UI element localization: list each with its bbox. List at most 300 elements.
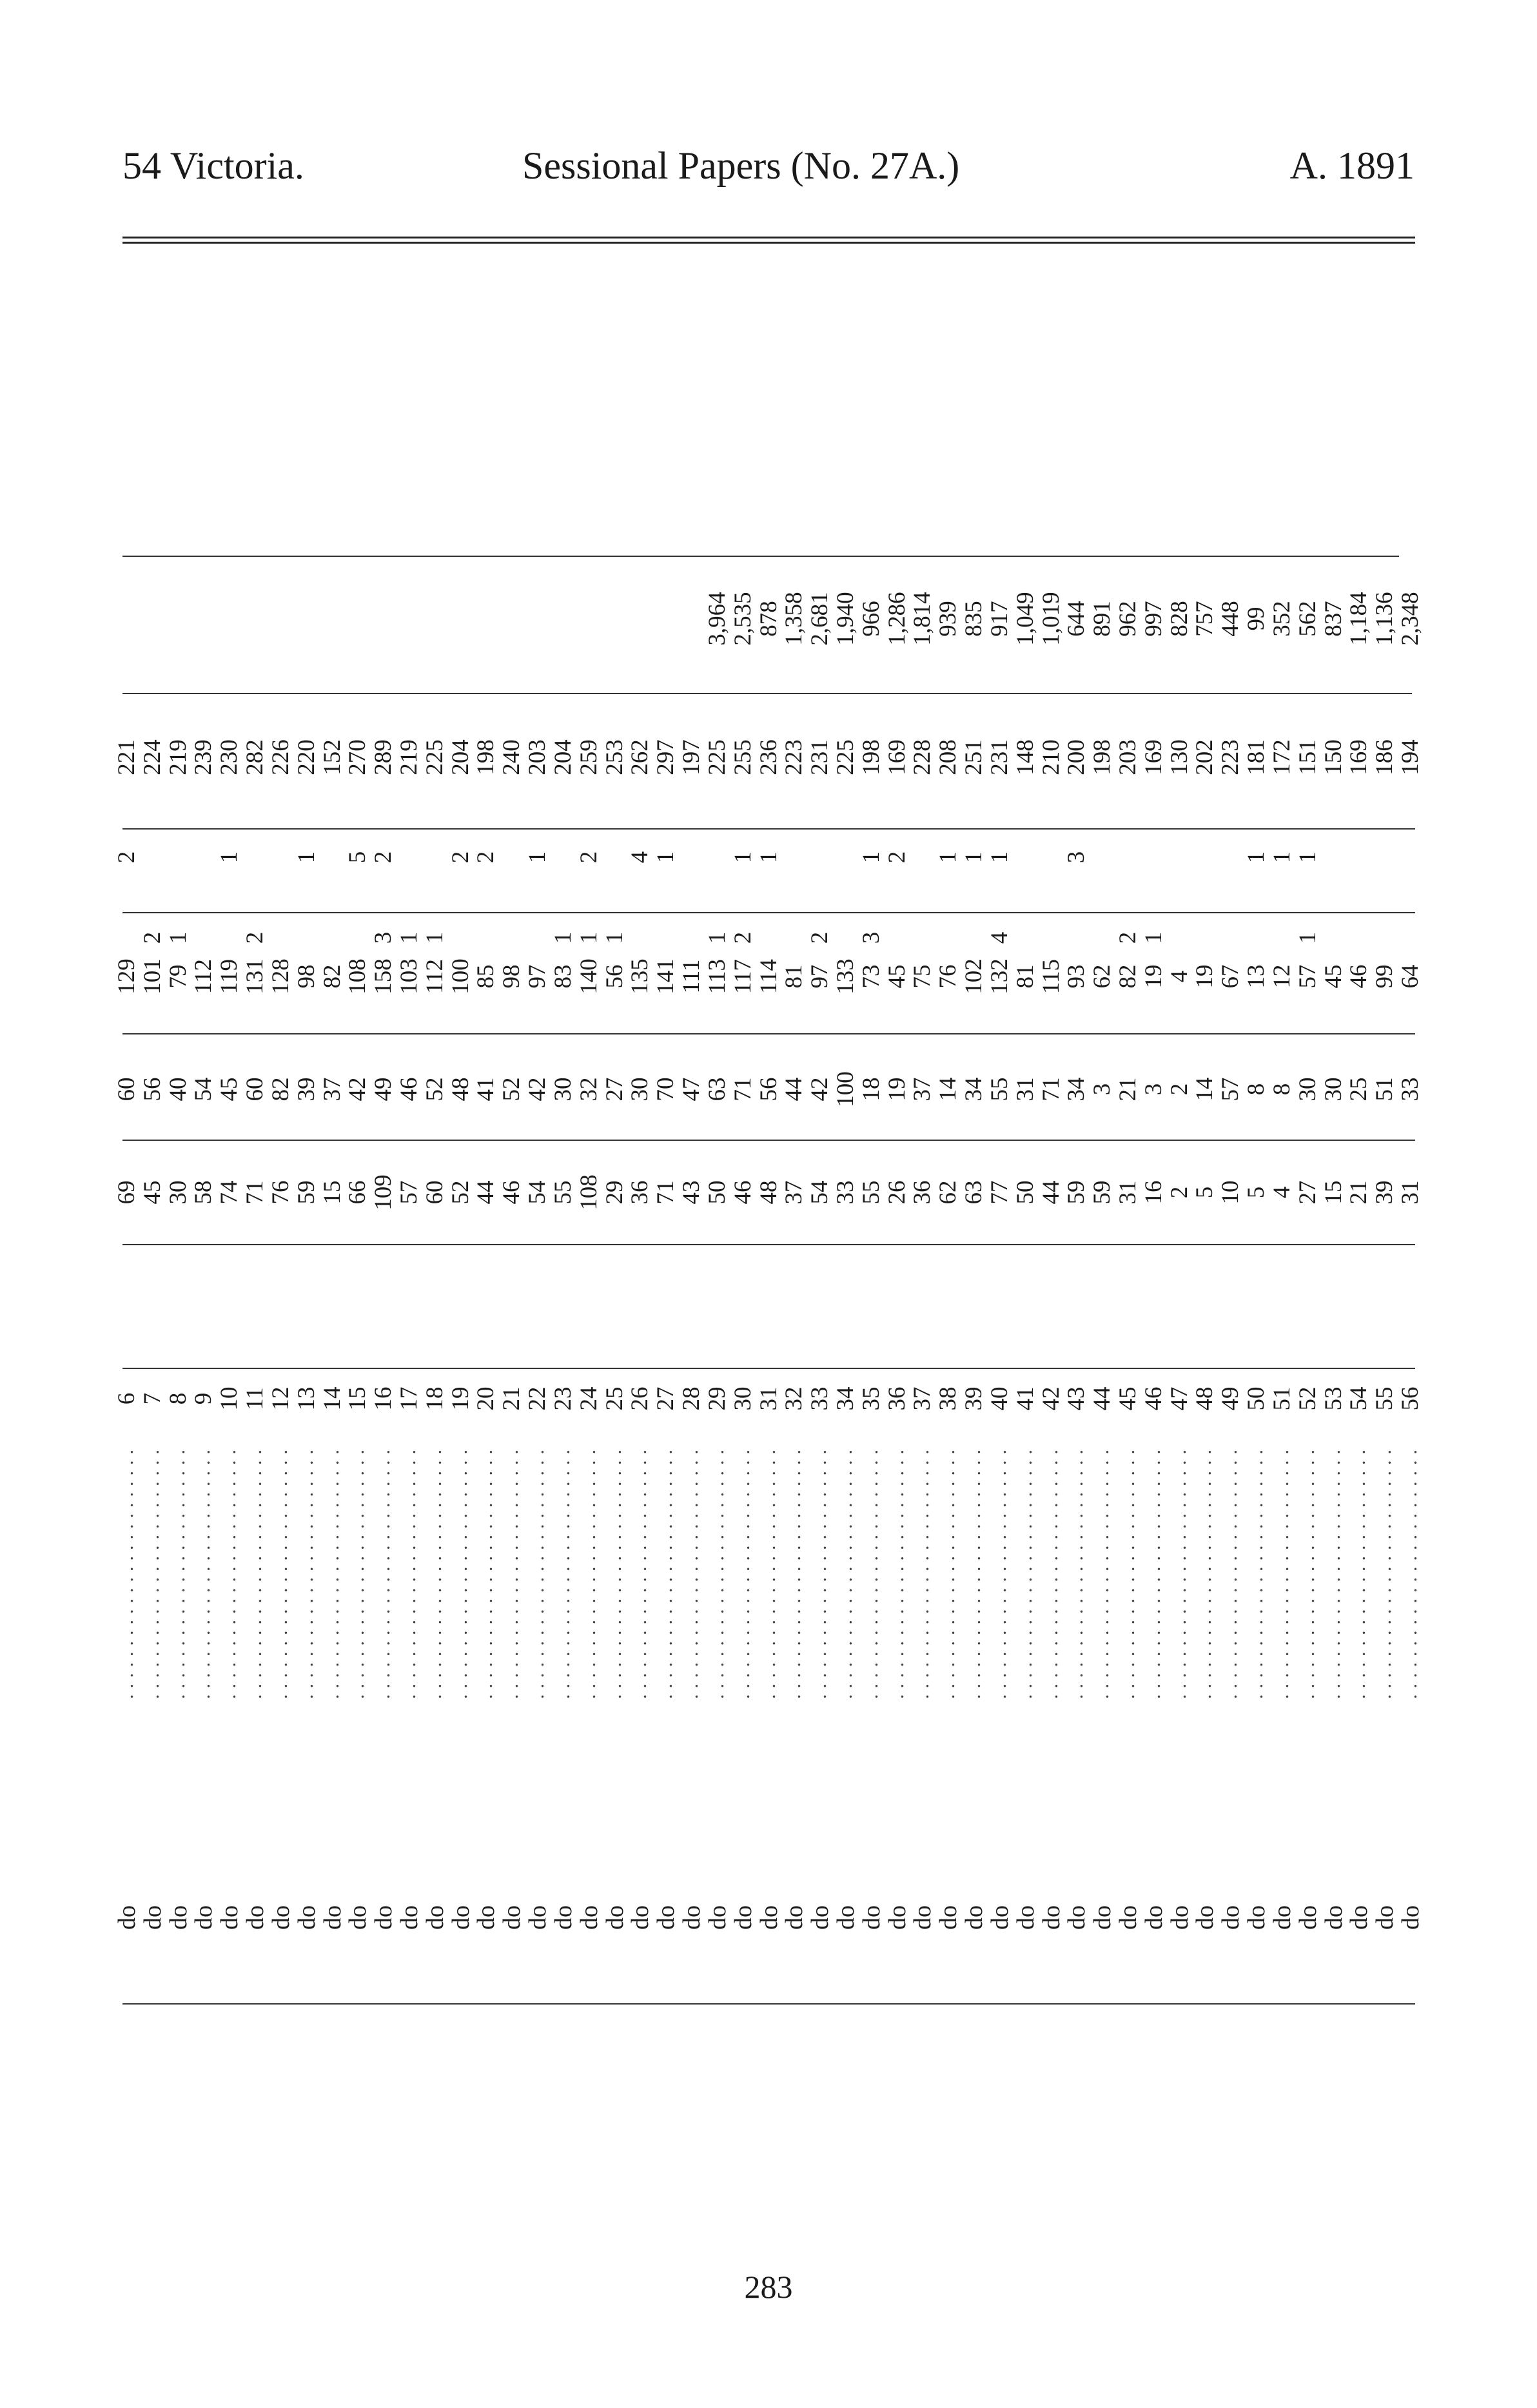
table-cell-col-f: 26 [883,1180,910,1205]
table-cell-col-d: 102 [961,958,988,995]
table-cell-col-d: 140 [575,958,602,995]
table-cell-col-d: 57 [1294,964,1321,989]
table-cell-col-a: 200 [1063,739,1090,775]
table-dot-leader: ........................ [860,1444,882,1699]
table-cell-col-d: 117 [729,958,756,995]
table-cell-col-f: 5 [1191,1186,1219,1199]
table-dot-leader: ........................ [424,1444,445,1699]
page-number: 283 [744,2269,793,2305]
table-cell-col-f: 52 [447,1180,474,1205]
table-cell-col-a: 219 [396,739,423,775]
table-row-number: 31 [755,1386,782,1411]
table-rule [122,556,1399,557]
table-ditto-mark: do [1346,1905,1373,1930]
table-cell-col-b: 1 [857,851,885,864]
table-cell-col-d: 98 [293,964,320,989]
table-row-number: 29 [703,1386,730,1411]
table-cell-col-a: 152 [318,739,346,775]
table-row-number: 26 [627,1386,654,1411]
table-row-number: 47 [1166,1386,1193,1411]
table-ditto-mark: do [1268,1905,1296,1930]
table-cell-col-f: 109 [370,1174,397,1210]
table-cell-col-e: 52 [421,1077,448,1102]
table-dot-leader: ........................ [681,1444,703,1699]
table-row-number: 16 [370,1386,397,1411]
table-rule [122,1140,1415,1141]
table-dot-leader: ........................ [937,1444,959,1699]
table-cell-total: 1,184 [1346,592,1373,646]
table-cell-col-e: 60 [242,1077,269,1102]
table-cell-col-a: 210 [1037,739,1064,775]
table-cell-col-e: 3 [1140,1083,1167,1096]
table-dot-leader: ........................ [603,1444,625,1699]
table-row-number: 46 [1140,1386,1167,1411]
table-cell-col-a: 198 [857,739,885,775]
table-cell-col-f: 66 [344,1180,371,1205]
table-row-number: 52 [1294,1386,1321,1411]
header-double-rule-bottom [122,242,1415,244]
table-cell-col-d: 112 [190,958,217,995]
table-cell-col-d: 158 [370,958,397,995]
table-row-number: 41 [1012,1386,1039,1411]
table-ditto-mark: do [1012,1905,1039,1930]
table-row-number: 28 [678,1386,705,1411]
table-cell-col-d: 85 [473,964,500,989]
table-row-number: 12 [267,1386,294,1411]
table-row-number: 25 [601,1386,628,1411]
table-row-number: 45 [1114,1386,1141,1411]
table-cell-col-e: 14 [1191,1077,1219,1102]
table-cell-col-e: 44 [781,1077,808,1102]
table-cell-col-d: 131 [242,958,269,995]
table-cell-col-f: 4 [1268,1186,1295,1199]
table-cell-col-a: 172 [1268,739,1295,775]
table-cell-col-e: 18 [857,1077,885,1102]
table-cell-col-b: 1 [729,851,756,864]
table-row-number: 37 [909,1386,936,1411]
table-cell-col-c: 1 [549,931,576,944]
table-dot-leader: ........................ [809,1444,831,1699]
table-cell-col-b: 2 [447,851,474,864]
table-ditto-mark: do [1320,1905,1347,1930]
table-row-number: 24 [575,1386,602,1411]
table-cell-col-a: 169 [1346,739,1373,775]
table-cell-col-a: 270 [344,739,371,775]
table-ditto-mark: do [113,1905,141,1930]
table-cell-col-e: 45 [216,1077,243,1102]
table-cell-col-a: 186 [1371,739,1398,775]
table-ditto-mark: do [883,1905,911,1930]
table-cell-col-e: 56 [139,1077,166,1102]
table-cell-col-f: 69 [113,1180,140,1205]
table-cell-col-d: 13 [1243,964,1270,989]
table-dot-leader: ........................ [912,1444,934,1699]
table-cell-col-e: 49 [370,1077,397,1102]
table-cell-col-d: 76 [935,964,962,989]
table-ditto-mark: do [139,1905,166,1930]
table-cell-col-a: 225 [421,739,448,775]
table-cell-col-f: 15 [318,1180,346,1205]
table-cell-col-a: 228 [909,739,936,775]
table-dot-leader: ........................ [295,1444,317,1699]
table-cell-col-e: 40 [164,1077,191,1102]
table-cell-col-f: 54 [807,1180,834,1205]
table-cell-col-c: 2 [242,931,269,944]
table-ditto-mark: do [1217,1905,1245,1930]
table-cell-col-e: 33 [1397,1077,1424,1102]
table-row-number: 15 [344,1386,371,1411]
table-ditto-mark: do [1191,1905,1219,1930]
table-cell-total: 2,535 [729,592,756,646]
table-ditto-mark: do [807,1905,834,1930]
table-row-number: 51 [1268,1386,1295,1411]
table-cell-col-e: 60 [113,1077,140,1102]
table-cell-total: 835 [961,601,988,637]
header-session: 54 Victoria. [122,144,304,187]
table-cell-col-c: 2 [1114,931,1141,944]
table-row-number: 8 [164,1392,191,1405]
table-cell-col-a: 259 [575,739,602,775]
table-cell-total: 966 [857,601,885,637]
table-cell-col-e: 30 [549,1077,576,1102]
table-cell-col-e: 42 [344,1077,371,1102]
table-cell-col-c: 1 [421,931,448,944]
table-cell-col-d: 135 [627,958,654,995]
table-cell-col-c: 2 [729,931,756,944]
table-cell-col-d: 108 [344,958,371,995]
table-cell-col-d: 98 [498,964,525,989]
table-cell-col-d: 12 [1268,964,1295,989]
table-cell-col-f: 44 [473,1180,500,1205]
table-ditto-mark: do [909,1905,937,1930]
table-dot-leader: ........................ [475,1444,497,1699]
table-cell-col-f: 2 [1166,1186,1193,1199]
table-row-number: 27 [652,1386,680,1411]
table-row-number: 19 [447,1386,474,1411]
table-cell-col-f: 31 [1114,1180,1141,1205]
table-ditto-mark: do [242,1905,269,1930]
table-cell-col-e: 39 [293,1077,320,1102]
table-cell-col-a: 181 [1243,739,1270,775]
table-cell-col-a: 203 [524,739,551,775]
table-cell-col-e: 2 [1166,1083,1193,1096]
table-cell-col-e: 30 [1320,1077,1347,1102]
table-cell-col-c: 3 [370,931,397,944]
table-cell-col-e: 25 [1346,1077,1373,1102]
table-cell-total: 757 [1191,601,1219,637]
table-cell-col-a: 148 [1012,739,1039,775]
table-dot-leader: ........................ [193,1444,215,1699]
table-cell-col-e: 3 [1089,1083,1116,1096]
table-cell-col-b: 3 [1063,851,1090,864]
table-cell-col-d: 133 [832,958,859,995]
table-dot-leader: ........................ [1246,1444,1268,1699]
table-dot-leader: ........................ [1220,1444,1242,1699]
table-cell-col-d: 97 [524,964,551,989]
table-row-number: 13 [293,1386,320,1411]
table-cell-total: 828 [1166,601,1193,637]
table-cell-col-a: 262 [627,739,654,775]
table-cell-col-e: 34 [1063,1077,1090,1102]
table-cell-total: 878 [755,601,782,637]
table-cell-total: 1,136 [1371,592,1398,646]
table-cell-col-f: 59 [1089,1180,1116,1205]
table-row-number: 11 [242,1387,269,1410]
table-cell-col-a: 169 [883,739,910,775]
table-cell-col-f: 30 [164,1180,191,1205]
table-row-number: 17 [396,1386,423,1411]
table-cell-col-a: 221 [113,739,140,775]
table-ditto-mark: do [370,1905,398,1930]
table-dot-leader: ........................ [1168,1444,1190,1699]
table-cell-col-e: 8 [1243,1083,1270,1096]
table-cell-col-d: 4 [1166,970,1193,983]
table-cell-col-c: 1 [164,931,191,944]
table-cell-col-a: 231 [986,739,1013,775]
table-cell-col-a: 224 [139,739,166,775]
table-cell-col-f: 27 [1294,1180,1321,1205]
table-cell-col-f: 36 [909,1180,936,1205]
table-cell-col-d: 19 [1191,964,1219,989]
table-row-number: 34 [832,1386,859,1411]
table-cell-total: 1,940 [832,592,859,646]
table-cell-col-a: 151 [1294,739,1321,775]
table-dot-leader: ........................ [321,1444,343,1699]
table-cell-col-d: 45 [883,964,910,989]
table-cell-col-f: 77 [986,1180,1013,1205]
table-row-number: 40 [986,1386,1013,1411]
table-cell-col-e: 52 [498,1077,525,1102]
table-dot-leader: ........................ [219,1444,240,1699]
table-ditto-mark: do [703,1905,731,1930]
table-cell-col-f: 21 [1346,1180,1373,1205]
table-dot-leader: ........................ [834,1444,856,1699]
table-cell-col-e: 70 [652,1077,680,1102]
table-cell-col-a: 251 [961,739,988,775]
table-dot-leader: ........................ [449,1444,471,1699]
table-row-number: 36 [883,1386,910,1411]
table-ditto-mark: do [601,1905,629,1930]
table-cell-col-d: 45 [1320,964,1347,989]
table-cell-col-e: 63 [703,1077,730,1102]
table-dot-leader: ........................ [1040,1444,1062,1699]
table-cell-col-f: 71 [652,1180,680,1205]
table-cell-col-d: 101 [139,958,166,995]
table-cell-col-e: 57 [1217,1077,1244,1102]
table-rule [122,693,1412,694]
table-cell-col-b: 2 [473,851,500,864]
table-cell-col-a: 255 [729,739,756,775]
table-rule [122,912,1415,913]
table-cell-col-a: 289 [370,739,397,775]
table-cell-col-d: 112 [421,958,448,995]
table-row-number: 53 [1320,1386,1347,1411]
table-cell-col-b: 2 [370,851,397,864]
table-cell-col-f: 16 [1140,1180,1167,1205]
table-cell-col-d: 83 [549,964,576,989]
table-cell-col-f: 74 [216,1180,243,1205]
table-ditto-mark: do [678,1905,706,1930]
table-row-number: 55 [1371,1386,1398,1411]
table-cell-col-c: 1 [1140,931,1167,944]
table-cell-col-a: 130 [1166,739,1193,775]
table-cell-col-f: 43 [678,1180,705,1205]
table-row-number: 10 [216,1386,243,1411]
table-ditto-mark: do [1037,1905,1065,1930]
table-ditto-mark: do [344,1905,372,1930]
table-cell-col-b: 2 [113,851,140,864]
table-cell-col-f: 57 [396,1180,423,1205]
table-cell-col-d: 97 [807,964,834,989]
table-ditto-mark: do [832,1905,859,1930]
table-ditto-mark: do [1294,1905,1322,1930]
table-cell-col-e: 41 [473,1077,500,1102]
table-row-number: 20 [473,1386,500,1411]
table-row-number: 22 [524,1386,551,1411]
table-cell-col-a: 223 [781,739,808,775]
table-cell-col-f: 54 [524,1180,551,1205]
table-ditto-mark: do [961,1905,988,1930]
table-cell-col-b: 1 [652,851,680,864]
table-row-number: 42 [1037,1386,1064,1411]
table-dot-leader: ........................ [963,1444,985,1699]
table-cell-total: 448 [1217,601,1244,637]
table-cell-total: 939 [935,601,962,637]
header-double-rule-top [122,237,1415,238]
table-ditto-mark: do [857,1905,885,1930]
table-cell-col-f: 58 [190,1180,217,1205]
table-dot-leader: ........................ [1066,1444,1088,1699]
table-cell-col-a: 204 [549,739,576,775]
table-row-number: 54 [1346,1386,1373,1411]
table-cell-total: 1,814 [909,592,936,646]
table-cell-col-e: 46 [396,1077,423,1102]
table-cell-col-d: 115 [1037,958,1064,995]
table-cell-col-c: 1 [601,931,628,944]
table-cell-col-e: 37 [318,1077,346,1102]
table-cell-col-a: 197 [678,739,705,775]
table-cell-col-f: 55 [857,1180,885,1205]
table-row-number: 21 [498,1386,525,1411]
table-ditto-mark: do [781,1905,808,1930]
table-cell-col-e: 48 [447,1077,474,1102]
table-cell-col-a: 225 [832,739,859,775]
table-dot-leader: ........................ [1322,1444,1344,1699]
table-dot-leader: ........................ [988,1444,1010,1699]
table-row-number: 39 [961,1386,988,1411]
table-dot-leader: ........................ [1142,1444,1164,1699]
table-ditto-mark: do [1371,1905,1399,1930]
table-cell-col-a: 203 [1114,739,1141,775]
table-dot-leader: ........................ [269,1444,291,1699]
table-ditto-mark: do [1114,1905,1142,1930]
table-row-number: 38 [935,1386,962,1411]
table-cell-col-e: 56 [755,1077,782,1102]
table-cell-col-f: 10 [1217,1180,1244,1205]
table-cell-total: 1,286 [883,592,910,646]
table-ditto-mark: do [986,1905,1013,1930]
table-cell-col-e: 14 [935,1077,962,1102]
table-cell-col-d: 82 [318,964,346,989]
table-cell-col-d: 81 [1012,964,1039,989]
table-dot-leader: ........................ [629,1444,651,1699]
table-cell-col-a: 282 [242,739,269,775]
table-row-number: 48 [1191,1386,1219,1411]
table-cell-total: 997 [1140,601,1167,637]
table-cell-col-d: 100 [447,958,474,995]
table-ditto-mark: do [293,1905,320,1930]
table-cell-col-d: 79 [164,964,191,989]
table-cell-total: 917 [986,601,1013,637]
table-cell-col-c: 1 [396,931,423,944]
table-cell-col-f: 29 [601,1180,628,1205]
table-cell-col-c: 1 [1294,931,1321,944]
table-cell-col-a: 150 [1320,739,1347,775]
table-cell-col-f: 48 [755,1180,782,1205]
table-cell-col-f: 39 [1371,1180,1398,1205]
table-ditto-mark: do [755,1905,783,1930]
table-ditto-mark: do [729,1905,757,1930]
table-cell-col-e: 32 [575,1077,602,1102]
table-cell-col-d: 82 [1114,964,1141,989]
table-cell-col-d: 62 [1089,964,1116,989]
table-cell-col-f: 45 [139,1180,166,1205]
table-cell-col-e: 27 [601,1077,628,1102]
table-ditto-mark: do [190,1905,218,1930]
table-cell-col-a: 198 [1089,739,1116,775]
table-cell-col-c: 2 [139,931,166,944]
table-cell-col-b: 4 [627,851,654,864]
table-cell-col-f: 33 [832,1180,859,1205]
table-cell-col-a: 225 [703,739,730,775]
table-cell-col-f: 50 [703,1180,730,1205]
table-rule [122,1244,1415,1245]
table-dot-leader: ........................ [783,1444,805,1699]
table-dot-leader: ........................ [141,1444,163,1699]
table-cell-total: 837 [1320,601,1347,637]
table-cell-total: 1,019 [1037,592,1064,646]
header-title: Sessional Papers (No. 27A.) [522,144,960,187]
table-ditto-mark: do [216,1905,244,1930]
table-cell-col-d: 103 [396,958,423,995]
table-cell-total: 1,049 [1012,592,1039,646]
table-cell-col-e: 31 [1012,1077,1039,1102]
table-dot-leader: ........................ [1014,1444,1036,1699]
table-cell-col-d: 67 [1217,964,1244,989]
table-cell-col-e: 30 [627,1077,654,1102]
table-ditto-mark: do [318,1905,346,1930]
table-dot-leader: ........................ [886,1444,908,1699]
table-cell-col-f: 36 [627,1180,654,1205]
table-cell-col-e: 19 [883,1077,910,1102]
table-row-number: 56 [1397,1386,1424,1411]
table-cell-col-f: 60 [421,1180,448,1205]
table-dot-leader: ........................ [116,1444,137,1699]
table-cell-col-f: 44 [1037,1180,1064,1205]
table-cell-col-c: 4 [986,931,1013,944]
table-cell-col-c: 2 [807,931,834,944]
table-cell-col-a: 239 [190,739,217,775]
table-row-number: 14 [318,1386,346,1411]
table-cell-col-d: 132 [986,958,1013,995]
table-cell-col-f: 55 [549,1180,576,1205]
table-cell-col-a: 240 [498,739,525,775]
table-cell-total: 562 [1294,601,1321,637]
table-ditto-mark: do [447,1905,475,1930]
table-cell-col-e: 37 [909,1077,936,1102]
table-dot-leader: ........................ [1271,1444,1293,1699]
table-cell-col-f: 31 [1397,1180,1424,1205]
